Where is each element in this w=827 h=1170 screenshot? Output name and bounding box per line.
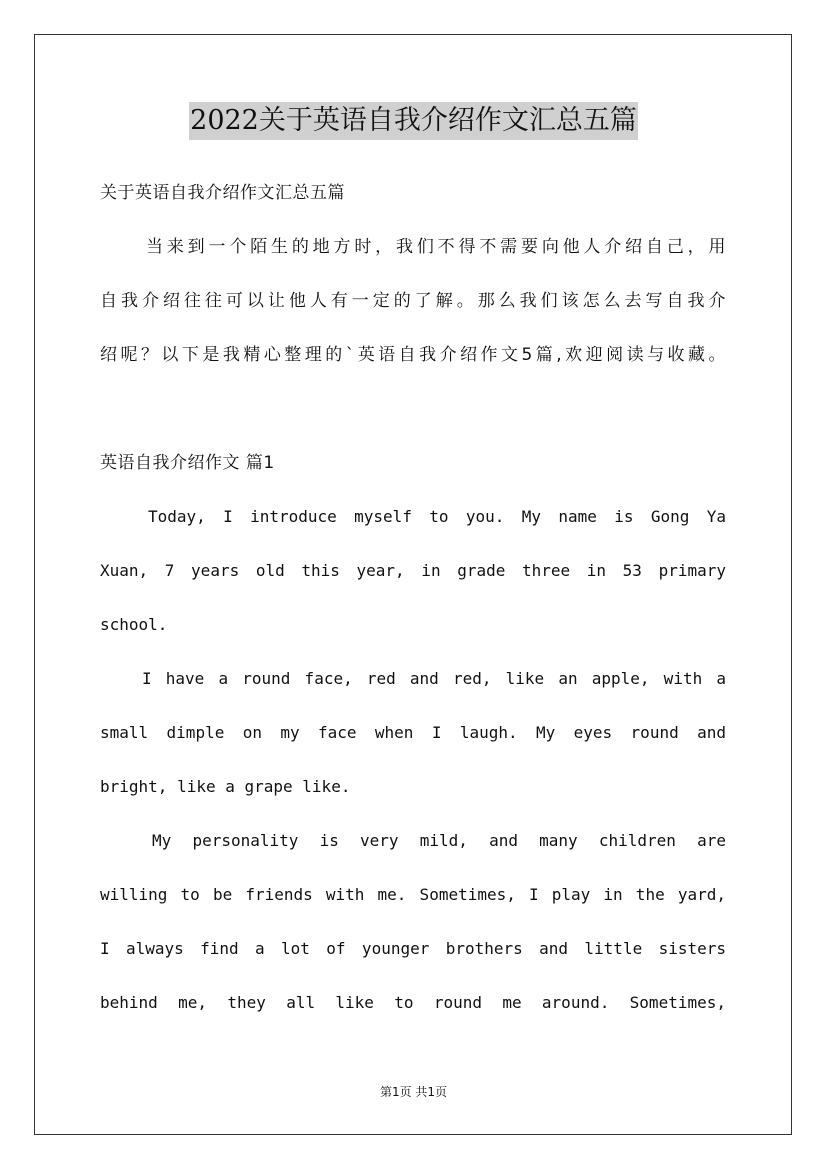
essay-line-3: school. [100, 615, 168, 634]
intro-line-2: 自我介绍往往可以让他人有一定的了解。那么我们该怎么去写自我介 [100, 291, 726, 311]
document-title: 2022关于英语自我介绍作文汇总五篇 [189, 102, 638, 140]
document-body [100, 166, 726, 1030]
essay-line-4: I have a round face, red and red, like an apple, with a [142, 669, 726, 688]
document-subtitle: 关于英语自我介绍作文汇总五篇 [100, 183, 345, 203]
intro-line-1: 当来到一个陌生的地方时，我们不得不需要向他人介绍自己，用 [146, 237, 726, 257]
intro-line-3: 绍呢？以下是我精心整理的`英语自我介绍作文5篇,欢迎阅读与收藏。 [100, 345, 726, 365]
section-heading: 英语自我介绍作文 篇1 [100, 453, 275, 473]
essay-line-6: bright, like a grape like. [100, 777, 351, 796]
essay-line-2: Xuan, 7 years old this year, in grade three in 53 primary [100, 561, 726, 580]
essay-line-5: small dimple on my face when I laugh. My eyes round and [100, 723, 726, 742]
page-footer: 第1页 共1页 [379, 1085, 448, 1099]
essay-line-7: My personality is very mild, and many children are [152, 831, 726, 850]
essay-line-1: Today, I introduce myself to you. My name is Gong Ya [148, 507, 726, 526]
paragraph-gap [100, 382, 726, 436]
essay-line-10: behind me, they all like to round me around. Sometimes, [100, 993, 726, 1012]
title-container [0, 102, 827, 140]
essay-line-9: I always find a lot of younger brothers and little sisters [100, 939, 726, 958]
essay-line-8: willing to be friends with me. Sometimes, I play in the yard, [100, 885, 726, 904]
